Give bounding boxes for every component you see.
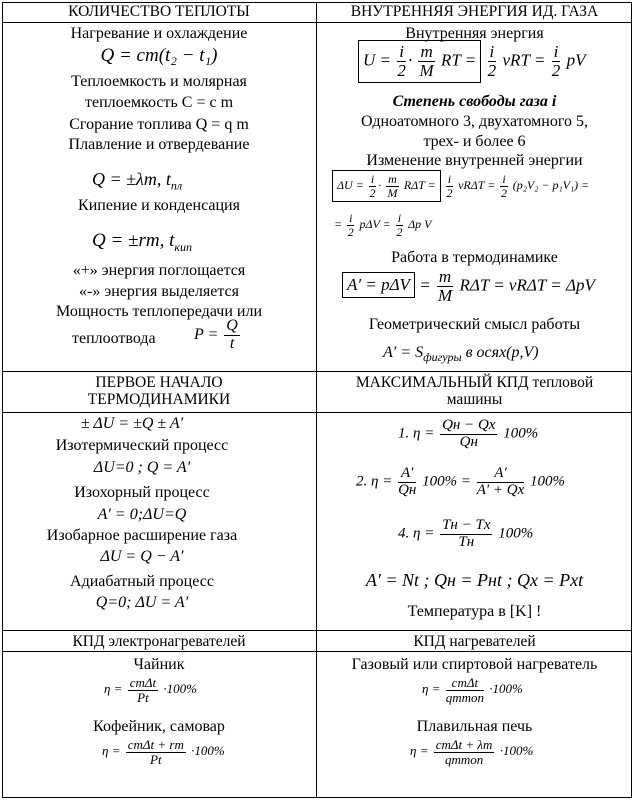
isobaric-title: Изобарное расширение газа [46, 527, 238, 544]
temperature-note: Температура в [K] ! [407, 603, 542, 620]
melting-formula: Q = ±λm, $t_{пл}$ [92, 169, 183, 193]
furnace-title: Плавильная печь [416, 718, 533, 735]
adiabatic-formula: Q=0; ΔU = A′ [95, 594, 189, 611]
gas-heater-formula: η = cmΔt qmтоп ·100% [422, 675, 523, 705]
heat-quantity-header: КОЛИЧЕСТВО ТЕПЛОТЫ [68, 3, 250, 20]
boiling-formula: Q = ±rm, $t_{кип}$ [92, 230, 192, 254]
first-law-formula: ± ΔU = ±Q ± A′ [80, 415, 184, 432]
row-divider-2 [2, 371, 632, 372]
geom-title: Геометрический смысл работы [368, 316, 581, 333]
isothermal-formula: ΔU=0 ; Q = A′ [93, 459, 191, 476]
boiling-title: Кипение и конденсация [78, 197, 240, 214]
heating-formula: Q = cm(t₂ − t₁) [100, 45, 218, 66]
dof-title: Степень свободы газа i [392, 93, 557, 110]
power-formula: P = $\frac{Q}{t}$ [194, 317, 238, 352]
internal-energy-header: ВНУТРЕННЯЯ ЭНЕРГИЯ ИД. ГАЗА [350, 3, 599, 20]
change-title: Изменение внутренней энергии [366, 152, 583, 169]
isochoric-title: Изохорный процесс [74, 484, 210, 501]
internal-energy-title: Внутренняя энергия [405, 25, 544, 42]
power-line1: Мощность теплопередачи или [55, 303, 262, 320]
row-divider-1 [2, 22, 632, 23]
change-formula-2: = $\frac{i}{2}$ pΔV = $\frac{i}{2}$ Δp V [334, 211, 432, 239]
electric-heater-header: КПД электронагревателей [72, 633, 246, 650]
power-line2: теплоотвода [72, 330, 156, 347]
isothermal-title: Изотермический процесс [55, 437, 229, 454]
coffee-formula: η = cmΔt + rm Pt ·100% [102, 737, 225, 767]
furnace-formula: η = cmΔt + λm qmтоп ·100% [410, 737, 534, 767]
geom-formula: $A' = S_{фигуры}$ в осях(p,V) [383, 344, 539, 365]
kettle-title: Чайник [133, 656, 185, 673]
row-divider-3 [2, 412, 632, 413]
isochoric-formula: A′ = 0;ΔU=Q [97, 506, 187, 523]
change-formula: ΔU = $\frac{i}{2}$ · $\frac{m}{M}$ RΔT = $\frac{i}{2}$ νRΔT = $\frac{i}{2}$ (p₂V₂ − p₁V₁) = [332, 170, 589, 202]
gas-heater-title: Газовый или спиртовой нагреватель [351, 656, 598, 673]
efficiency-formula-2: 2. η = A′ Qн 100% = A′ A′ + Qх 100% [356, 465, 566, 498]
melting-title: Плавление и отвердевание [68, 136, 250, 153]
power-heat-formula: A′ = Nt ; Qн = Pнt ; Qх = Pхt [365, 570, 584, 590]
row-divider-5 [2, 651, 632, 652]
released-text: «-» энергия выделяется [79, 283, 239, 300]
efficiency-formula-3: 4. η = Tн − Tх Tн 100% [398, 517, 534, 550]
work-formula: A′ = pΔV = $\frac{m}{M}$ RΔT = νRΔT = ΔpV [342, 268, 595, 305]
max-efficiency-header: МАКСИМАЛЬНЫЙ КПД тепловой машины [355, 374, 594, 408]
kettle-formula: η = cmΔt Pt ·100% [104, 675, 197, 705]
row-divider-4 [2, 630, 632, 631]
internal-energy-formula: U = $\frac{i}{2}$ · $\frac{m}{M}$ RT = $\frac{i}{2}$ νRT = $\frac{i}{2}$ pV [358, 40, 585, 83]
capacity-line2: теплоемкость C = c m [84, 94, 234, 111]
coffee-title: Кофейник, самовар [93, 718, 225, 735]
heating-title: Нагревание и охлаждение [70, 25, 248, 42]
dof-line2: трех- и более 6 [423, 133, 526, 150]
work-title: Работа в термодинамике [391, 249, 558, 266]
efficiency-formula-1: 1. η = Qн − Qх Qн 100% [398, 417, 539, 450]
first-law-header: ПЕРВОЕ НАЧАЛО ТЕРМОДИНАМИКИ [87, 374, 231, 408]
absorbed-text: «+» энергия поглощается [72, 262, 246, 279]
dof-line1: Одноатомного 3, двухатомного 5, [360, 113, 588, 130]
capacity-line1: Теплоемкость и молярная [71, 73, 247, 90]
adiabatic-title: Адиабатный процесс [70, 573, 214, 590]
heater-header: КПД нагревателей [413, 633, 536, 650]
isobaric-formula: ΔU = Q − A′ [100, 548, 184, 565]
fuel-formula: Сгорание топлива Q = q m [69, 116, 249, 133]
